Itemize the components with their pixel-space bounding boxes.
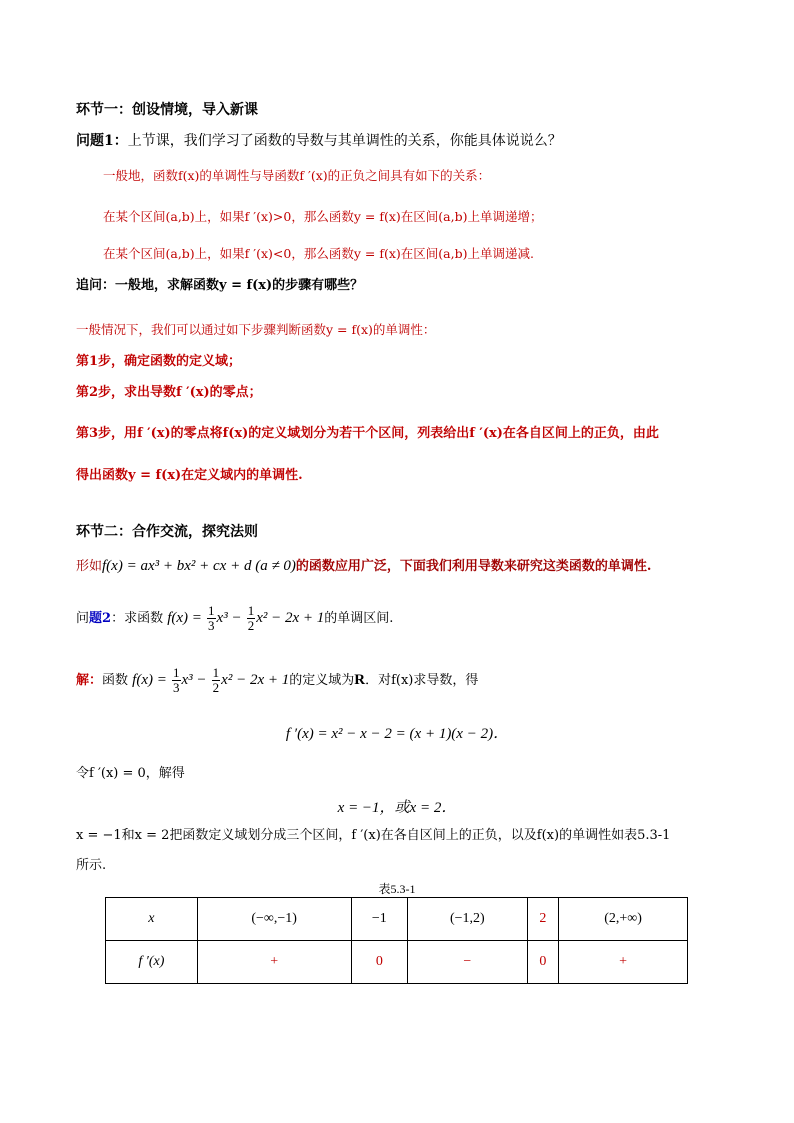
table-row: [106, 941, 688, 984]
question2-func-mid: x³ −: [216, 610, 242, 626]
table-header-cell: (2,+∞): [559, 898, 688, 941]
step-3-line-2: 得出函数y = f(x)在定义域内的单调性.: [76, 468, 303, 483]
section1-title: 环节一：创设情境，导入新课: [76, 102, 258, 118]
solution-label: 解：: [76, 673, 103, 688]
question1: [76, 131, 562, 151]
fraction-one-third: [207, 604, 216, 633]
steps-intro: 一般情况下，我们可以通过如下步骤判断函数y = f(x)的单调性：: [76, 322, 436, 337]
question2-label-b: 题2: [89, 611, 112, 626]
fraction-numerator: 1: [247, 603, 255, 618]
table-header-cell: −1: [351, 898, 408, 941]
sign-table: [105, 897, 688, 984]
fraction-numerator: 1: [212, 665, 220, 680]
table-header-cell: (−1,2): [408, 898, 527, 941]
table-caption: 表5.3-1: [378, 882, 416, 896]
split-text-line-2: 所示.: [76, 858, 107, 873]
fraction-one-half: [212, 666, 221, 695]
table-cell: −: [408, 941, 527, 984]
derivative-equation: f ′(x) = x² − x − 2 = (x + 1)(x − 2)．: [285, 726, 509, 742]
solution-func-mid: x³ −: [181, 672, 207, 688]
question2: [76, 598, 393, 638]
step-3-line-1: 第3步，用f ′(x)的零点将f(x)的定义域划分为若干个区间，列表给出f ′(x)在各自区间上的正负，由此: [76, 426, 659, 441]
solution-domain: 的定义域为: [289, 673, 355, 688]
answer1-decreasing: 在某个区间(a,b)上，如果f ′(x)<0，那么函数y = f(x)在区间(a,b)上单调递减.: [103, 246, 534, 261]
step-2: 第2步，求出导数f ′(x)的零点；: [76, 385, 262, 400]
fraction-denominator: 2: [247, 618, 255, 633]
table-cell: +: [559, 941, 688, 984]
form-tail: 的函数应用广泛，下面我们利用导数来研究这类函数的单调性.: [295, 559, 652, 574]
fraction-one-half: [247, 604, 256, 633]
followup-question: 追问：一般地，求解函数y = f(x)的步骤有哪些？: [76, 278, 364, 293]
table-cell: f ′(x): [106, 941, 198, 984]
form-formula: f(x) = ax³ + bx² + cx + d (a ≠ 0): [102, 558, 296, 574]
fraction-one-third: [172, 666, 181, 695]
answer1-increasing: 在某个区间(a,b)上，如果f ′(x)>0，那么函数y = f(x)在区间(a,b)上单调递增；: [103, 209, 543, 224]
question2-func-end: x² − 2x + 1: [256, 610, 325, 626]
cubic-form-statement: [76, 556, 651, 577]
question1-text: 上节课，我们学习了函数的导数与其单调性的关系，你能具体说说么？: [127, 133, 562, 149]
fraction-denominator: 2: [212, 680, 220, 695]
form-lead: 形如: [76, 559, 103, 574]
real-numbers-symbol: R: [354, 672, 366, 688]
question2-label-a: 问: [76, 611, 90, 626]
question1-label: 问题1：: [76, 133, 128, 149]
step-1: 第1步，确定函数的定义域；: [76, 354, 242, 369]
set-derivative-zero: 令f ′(x) = 0，解得: [76, 766, 185, 781]
question2-text: ：求函数: [111, 611, 164, 626]
fraction-denominator: 3: [173, 680, 180, 695]
section2-title: 环节二：合作交流，探究法则: [76, 524, 258, 540]
fraction-denominator: 3: [208, 618, 215, 633]
solution-func-lhs: f(x) =: [132, 672, 167, 688]
question2-func-lhs: f(x) =: [167, 610, 202, 626]
table-header-cell: 2: [527, 898, 559, 941]
table-row: [106, 898, 688, 941]
solution-text: 函数: [102, 673, 129, 688]
answer1-intro: 一般地，函数f(x)的单调性与导函数f ′(x)的正负之间具有如下的关系：: [103, 168, 491, 183]
table-cell: 0: [527, 941, 559, 984]
solution-deriv-text: ．对f(x)求导数，得: [365, 673, 479, 688]
table-cell: +: [197, 941, 351, 984]
roots: x = −1，或x = 2．: [337, 800, 457, 816]
question2-tail: 的单调区间.: [324, 611, 394, 626]
table-header-cell: x: [106, 898, 198, 941]
table-header-cell: (−∞,−1): [197, 898, 351, 941]
table-cell: 0: [351, 941, 408, 984]
fraction-numerator: 1: [173, 665, 180, 680]
split-text-line-1: x = −1和x = 2把函数定义域划分成三个区间，f ′(x)在各自区间上的正负，以及f(x)的单调性如表5.3-1: [76, 828, 671, 843]
solution-line-1: [76, 660, 478, 700]
fraction-numerator: 1: [208, 603, 215, 618]
solution-func-end: x² − 2x + 1: [221, 672, 290, 688]
